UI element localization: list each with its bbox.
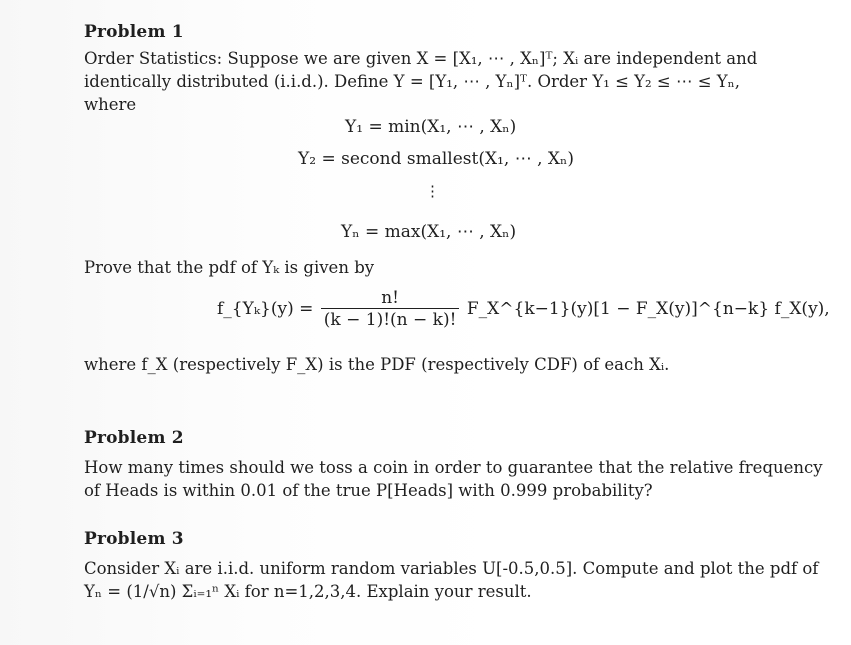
problem-2-text xyxy=(84,456,823,502)
equation-vdots: ⋮ xyxy=(425,182,440,200)
pdf-formula-rhs: F_X^{k−1}(y)[1 − F_X(y)]^{n−k} f_X(y), xyxy=(466,299,830,319)
problem-1-title: Problem 1 xyxy=(84,22,184,42)
equation-y1-min: Y₁ = min(X₁, ⋯ , Xₙ) xyxy=(345,117,517,137)
pdf-formula-fraction xyxy=(321,288,460,331)
problem-3-line-1: Consider Xᵢ are i.i.d. uniform random variables U[-0.5,0.5]. Compute and plot the pdf of xyxy=(84,559,819,578)
problem-2-line-2: of Heads is within 0.01 of the true P[Heads] with 0.999 probability? xyxy=(84,481,653,500)
problem-1-intro-line-1: Order Statistics: Suppose we are given X = [X₁, ⋯ , Xₙ]ᵀ; Xᵢ are independent and xyxy=(84,49,758,68)
problem-1-intro-line-3: where xyxy=(84,95,137,114)
problem-3-title: Problem 3 xyxy=(84,529,184,549)
problem-2-title: Problem 2 xyxy=(84,428,184,448)
problem-3-line-2: Yₙ = (1/√n) Σᵢ₌₁ⁿ Xᵢ for n=1,2,3,4. Explain your result. xyxy=(84,582,532,601)
problem-1-where-text: where f_X (respectively F_X) is the PDF (respectively CDF) of each Xᵢ. xyxy=(84,355,670,374)
problem-1-intro xyxy=(84,47,789,116)
problem-2-line-1: How many times should we toss a coin in order to guarantee that the relative frequency xyxy=(84,458,823,477)
pdf-formula xyxy=(217,288,830,331)
problem-1-intro-line-2: identically distributed (i.i.d.). Define Y = [Y₁, ⋯ , Yₙ]ᵀ. Order Y₁ ≤ Y₂ ≤ ⋯ ≤ Yₙ, xyxy=(84,72,741,91)
equation-y2-second-smallest: Y₂ = second smallest(X₁, ⋯ , Xₙ) xyxy=(298,149,574,169)
pdf-formula-lhs: f_{Yₖ}(y) = xyxy=(217,299,314,319)
pdf-formula-denominator: (k − 1)!(n − k)! xyxy=(323,310,457,330)
problem-3-text xyxy=(84,557,819,603)
problem-1-prove-text: Prove that the pdf of Yₖ is given by xyxy=(84,258,375,277)
equation-yn-max: Yₙ = max(X₁, ⋯ , Xₙ) xyxy=(341,222,517,242)
pdf-formula-numerator: n! xyxy=(321,288,460,309)
